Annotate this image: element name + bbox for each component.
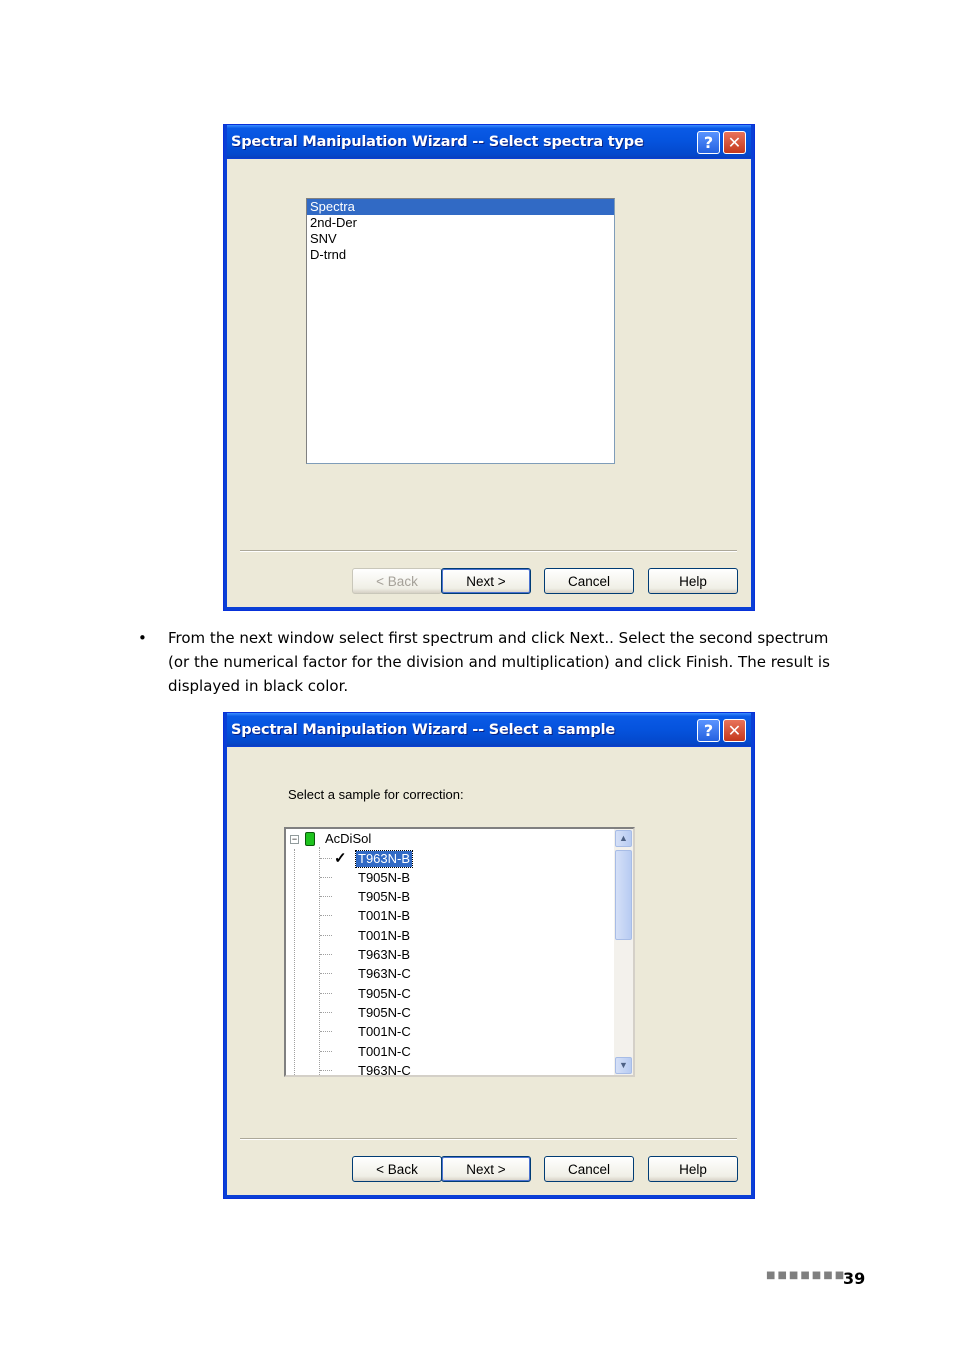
list-item[interactable]: 2nd-Der [310, 215, 357, 230]
tree-item-label: T001N-B [358, 907, 411, 923]
next-button[interactable]: Next > [441, 1156, 531, 1182]
tree-root[interactable] [290, 831, 371, 847]
tree-item-label: T001N-C [358, 1023, 411, 1039]
dialog-body [227, 159, 751, 607]
close-icon[interactable]: ✕ [723, 719, 746, 742]
tree-item[interactable] [320, 945, 412, 964]
tree-item-label: T963N-B [358, 946, 411, 962]
scroll-thumb[interactable] [615, 850, 632, 940]
vertical-scrollbar[interactable] [614, 829, 633, 1075]
tree-item-label: T001N-C [358, 1043, 411, 1059]
back-button[interactable]: < Back [352, 1156, 442, 1182]
tree-item[interactable] [320, 984, 413, 1003]
tree-item[interactable] [320, 887, 412, 906]
tree-item[interactable] [320, 906, 412, 925]
dialog-title: Spectral Manipulation Wizard -- Select spectra type [231, 134, 644, 150]
select-sample-dialog [223, 712, 755, 1199]
tree-item[interactable] [320, 964, 413, 983]
spectra-type-dialog [223, 124, 755, 611]
title-bar[interactable] [227, 125, 751, 158]
dialog-body [227, 747, 751, 1195]
help-question-icon[interactable]: ? [697, 719, 720, 742]
tree-item-label: T963N-C [358, 1062, 411, 1077]
sample-prompt: Select a sample for correction: [288, 787, 464, 802]
tree-root-label: AcDiSol [325, 831, 372, 846]
page-dots: ■■■■■■■ [766, 1270, 847, 1281]
tree-item[interactable] [320, 1022, 413, 1041]
bullet: • [138, 629, 147, 647]
help-button[interactable]: Help [648, 568, 738, 594]
divider [240, 550, 737, 552]
cancel-button[interactable]: Cancel [544, 1156, 634, 1182]
scroll-down-icon[interactable]: ▼ [615, 1057, 632, 1074]
tree-item[interactable] [320, 926, 412, 945]
tree-item-label: T905N-C [358, 985, 411, 1001]
spectra-type-listbox[interactable] [306, 198, 615, 464]
back-button[interactable]: < Back [352, 568, 442, 594]
tree-item-label: T963N-B [358, 850, 411, 866]
page-number: 39 [843, 1269, 866, 1288]
checkmark-icon: ✓ [334, 850, 347, 867]
tree-item-label: T963N-C [358, 965, 411, 981]
tree-item-label: T905N-B [358, 869, 411, 885]
list-item[interactable]: Spectra [307, 199, 614, 215]
title-bar[interactable] [227, 713, 751, 746]
tree-item[interactable] [320, 849, 412, 868]
tree-item[interactable] [320, 868, 412, 887]
dialog-title: Spectral Manipulation Wizard -- Select a sample [231, 722, 615, 738]
cancel-button[interactable]: Cancel [544, 568, 634, 594]
tree-item-label: T001N-B [358, 927, 411, 943]
tree-item[interactable] [320, 1042, 413, 1061]
help-button[interactable]: Help [648, 1156, 738, 1182]
tree-line [294, 849, 295, 1077]
tree-item[interactable] [320, 1003, 413, 1022]
close-icon[interactable]: ✕ [723, 131, 746, 154]
divider [240, 1138, 737, 1140]
list-item[interactable]: D-trnd [310, 247, 347, 262]
database-icon [305, 832, 315, 846]
tree-item-label: T905N-B [358, 888, 411, 904]
sample-tree[interactable] [284, 827, 635, 1077]
tree-item-label: T905N-C [358, 1004, 411, 1020]
collapse-icon[interactable]: − [291, 833, 298, 844]
help-question-icon[interactable]: ? [697, 131, 720, 154]
list-item[interactable]: SNV [310, 231, 337, 246]
next-button[interactable]: Next > [441, 568, 531, 594]
instruction-paragraph: From the next window select first spectrum and click Next.. Select the second spectrum (or the numerical factor for the division and multiplication) and click Finish. The result is displayed in black color. [168, 629, 830, 695]
scroll-up-icon[interactable]: ▲ [615, 830, 632, 847]
tree-item[interactable] [320, 1061, 413, 1077]
